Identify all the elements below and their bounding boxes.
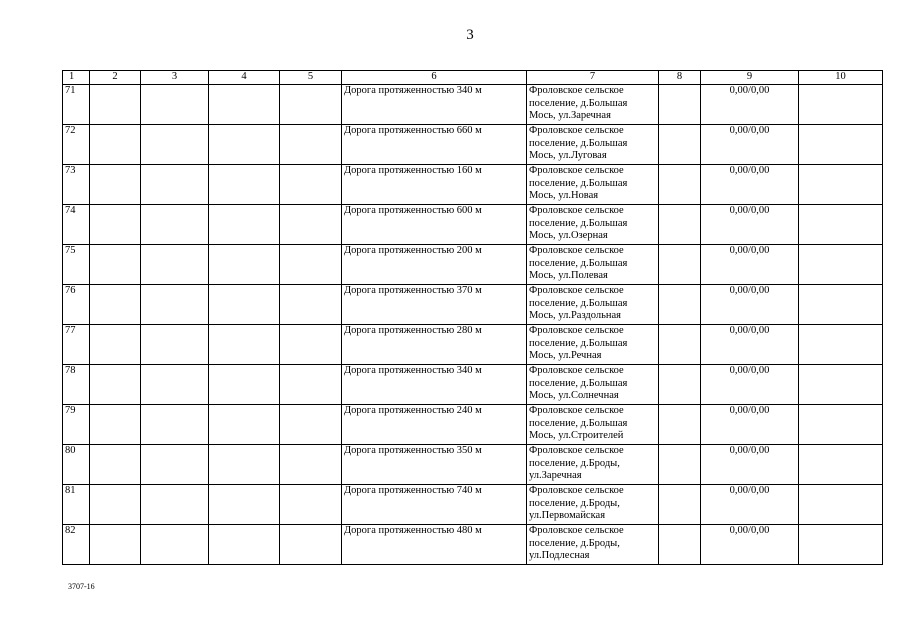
address-line: Фроловское сельское [529, 125, 624, 136]
col-3-cell [141, 365, 209, 405]
address-line: Мось, ул.Озерная [529, 230, 608, 241]
address-line: поселение, д.Большая [529, 257, 628, 269]
table-row [63, 485, 883, 525]
col-8-cell [659, 365, 701, 405]
col-2-cell [90, 85, 141, 125]
value-cell: 0,00/0,00 [701, 285, 799, 325]
table-row [63, 285, 883, 325]
address-cell [527, 405, 659, 445]
address-line: Фроловское сельское [529, 445, 624, 456]
col-5-cell [280, 245, 342, 285]
table-row [63, 85, 883, 125]
row-number-cell: 79 [63, 405, 90, 445]
address-line: ул.Подлесная [529, 550, 590, 561]
value-cell: 0,00/0,00 [701, 165, 799, 205]
col-2-cell [90, 405, 141, 445]
object-name-cell: Дорога протяженностью 350 м [342, 445, 527, 485]
col-4-cell [209, 445, 280, 485]
col-5-cell [280, 325, 342, 365]
column-header-2: 2 [90, 71, 141, 85]
col-5-cell [280, 405, 342, 445]
address-line: Фроловское сельское [529, 85, 624, 96]
document-code: 3707-16 [68, 582, 95, 591]
col-8-cell [659, 485, 701, 525]
table-row [63, 325, 883, 365]
value-cell: 0,00/0,00 [701, 365, 799, 405]
address-line: поселение, д.Большая [529, 297, 628, 309]
col-2-cell [90, 285, 141, 325]
table-row [63, 165, 883, 205]
address-line: ул.Заречная [529, 470, 582, 481]
col-3-cell [141, 85, 209, 125]
page-number: 3 [466, 27, 474, 43]
col-4-cell [209, 325, 280, 365]
address-cell [527, 165, 659, 205]
row-number-cell: 77 [63, 325, 90, 365]
col-8-cell [659, 525, 701, 565]
address-line: Мось, ул.Речная [529, 350, 602, 361]
address-line: поселение, д.Броды, [529, 537, 620, 549]
address-line: Фроловское сельское [529, 165, 624, 176]
value-cell: 0,00/0,00 [701, 325, 799, 365]
col-2-cell [90, 205, 141, 245]
table-row [63, 245, 883, 285]
col-4-cell [209, 85, 280, 125]
col-5-cell [280, 525, 342, 565]
object-name-cell: Дорога протяженностью 480 м [342, 525, 527, 565]
col-10-cell [799, 285, 883, 325]
column-header-8: 8 [659, 71, 701, 85]
address-line: Фроловское сельское [529, 205, 624, 216]
address-cell [527, 285, 659, 325]
col-3-cell [141, 445, 209, 485]
col-8-cell [659, 85, 701, 125]
col-2-cell [90, 525, 141, 565]
col-4-cell [209, 125, 280, 165]
col-3-cell [141, 205, 209, 245]
address-line: поселение, д.Большая [529, 337, 628, 349]
value-cell: 0,00/0,00 [701, 405, 799, 445]
address-line: поселение, д.Большая [529, 217, 628, 229]
col-10-cell [799, 525, 883, 565]
column-header-9: 9 [701, 71, 799, 85]
object-name-cell: Дорога протяженностью 280 м [342, 325, 527, 365]
column-header-1: 1 [63, 71, 90, 85]
address-cell [527, 365, 659, 405]
col-10-cell [799, 445, 883, 485]
object-name-cell: Дорога протяженностью 340 м [342, 85, 527, 125]
col-4-cell [209, 205, 280, 245]
column-header-7: 7 [527, 71, 659, 85]
row-number-cell: 71 [63, 85, 90, 125]
col-2-cell [90, 445, 141, 485]
column-header-5: 5 [280, 71, 342, 85]
value-cell: 0,00/0,00 [701, 205, 799, 245]
col-3-cell [141, 485, 209, 525]
address-line: Фроловское сельское [529, 325, 624, 336]
col-10-cell [799, 405, 883, 445]
col-3-cell [141, 285, 209, 325]
object-name-cell: Дорога протяженностью 340 м [342, 365, 527, 405]
address-line: поселение, д.Большая [529, 97, 628, 109]
address-line: поселение, д.Броды, [529, 497, 620, 509]
address-cell [527, 85, 659, 125]
col-8-cell [659, 245, 701, 285]
col-8-cell [659, 125, 701, 165]
address-line: Мось, ул.Полевая [529, 270, 608, 281]
col-5-cell [280, 485, 342, 525]
col-5-cell [280, 285, 342, 325]
col-4-cell [209, 485, 280, 525]
address-cell [527, 445, 659, 485]
address-line: поселение, д.Броды, [529, 457, 620, 469]
column-header-10: 10 [799, 71, 883, 85]
col-10-cell [799, 245, 883, 285]
col-4-cell [209, 165, 280, 205]
value-cell: 0,00/0,00 [701, 85, 799, 125]
table-row [63, 445, 883, 485]
col-8-cell [659, 165, 701, 205]
address-cell [527, 245, 659, 285]
value-cell: 0,00/0,00 [701, 485, 799, 525]
address-line: поселение, д.Большая [529, 417, 628, 429]
address-line: Мось, ул.Строителей [529, 430, 624, 441]
col-5-cell [280, 85, 342, 125]
address-line: Фроловское сельское [529, 525, 624, 536]
row-number-cell: 72 [63, 125, 90, 165]
col-4-cell [209, 245, 280, 285]
col-3-cell [141, 325, 209, 365]
address-line: Фроловское сельское [529, 365, 624, 376]
row-number-cell: 82 [63, 525, 90, 565]
header-row [63, 71, 883, 85]
address-line: поселение, д.Большая [529, 177, 628, 189]
col-5-cell [280, 205, 342, 245]
col-2-cell [90, 485, 141, 525]
col-2-cell [90, 365, 141, 405]
object-name-cell: Дорога протяженностью 370 м [342, 285, 527, 325]
col-8-cell [659, 205, 701, 245]
address-cell [527, 125, 659, 165]
row-number-cell: 81 [63, 485, 90, 525]
object-name-cell: Дорога протяженностью 200 м [342, 245, 527, 285]
registry-table [62, 70, 883, 565]
col-5-cell [280, 125, 342, 165]
table-row [63, 205, 883, 245]
address-line: Мось, ул.Раздольная [529, 310, 621, 321]
col-4-cell [209, 405, 280, 445]
row-number-cell: 74 [63, 205, 90, 245]
address-cell [527, 325, 659, 365]
col-5-cell [280, 365, 342, 405]
address-line: поселение, д.Большая [529, 377, 628, 389]
col-4-cell [209, 365, 280, 405]
table-row [63, 525, 883, 565]
row-number-cell: 75 [63, 245, 90, 285]
object-name-cell: Дорога протяженностью 600 м [342, 205, 527, 245]
col-5-cell [280, 445, 342, 485]
object-name-cell: Дорога протяженностью 240 м [342, 405, 527, 445]
col-8-cell [659, 405, 701, 445]
address-cell [527, 525, 659, 565]
address-line: Фроловское сельское [529, 285, 624, 296]
col-5-cell [280, 165, 342, 205]
address-line: Фроловское сельское [529, 245, 624, 256]
col-3-cell [141, 165, 209, 205]
address-line: Мось, ул.Заречная [529, 110, 611, 121]
col-3-cell [141, 405, 209, 445]
address-line: Фроловское сельское [529, 405, 624, 416]
address-line: Мось, ул.Солнечная [529, 390, 619, 401]
object-name-cell: Дорога протяженностью 160 м [342, 165, 527, 205]
col-2-cell [90, 245, 141, 285]
col-10-cell [799, 205, 883, 245]
col-4-cell [209, 525, 280, 565]
col-3-cell [141, 245, 209, 285]
table-row [63, 125, 883, 165]
column-header-4: 4 [209, 71, 280, 85]
col-10-cell [799, 85, 883, 125]
col-2-cell [90, 165, 141, 205]
value-cell: 0,00/0,00 [701, 525, 799, 565]
value-cell: 0,00/0,00 [701, 245, 799, 285]
address-line: поселение, д.Большая [529, 137, 628, 149]
address-line: Мось, ул.Новая [529, 190, 599, 201]
table-row [63, 405, 883, 445]
col-10-cell [799, 165, 883, 205]
address-line: Фроловское сельское [529, 485, 624, 496]
col-10-cell [799, 365, 883, 405]
col-10-cell [799, 325, 883, 365]
col-2-cell [90, 325, 141, 365]
col-4-cell [209, 285, 280, 325]
row-number-cell: 73 [63, 165, 90, 205]
value-cell: 0,00/0,00 [701, 445, 799, 485]
address-cell [527, 205, 659, 245]
col-3-cell [141, 125, 209, 165]
row-number-cell: 78 [63, 365, 90, 405]
col-2-cell [90, 125, 141, 165]
col-8-cell [659, 325, 701, 365]
address-cell [527, 485, 659, 525]
col-8-cell [659, 285, 701, 325]
value-cell: 0,00/0,00 [701, 125, 799, 165]
row-number-cell: 76 [63, 285, 90, 325]
col-10-cell [799, 125, 883, 165]
column-header-6: 6 [342, 71, 527, 85]
address-line: Мось, ул.Луговая [529, 150, 607, 161]
object-name-cell: Дорога протяженностью 660 м [342, 125, 527, 165]
col-10-cell [799, 485, 883, 525]
address-line: ул.Первомайская [529, 510, 606, 521]
col-3-cell [141, 525, 209, 565]
column-header-3: 3 [141, 71, 209, 85]
col-8-cell [659, 445, 701, 485]
table-row [63, 365, 883, 405]
object-name-cell: Дорога протяженностью 740 м [342, 485, 527, 525]
row-number-cell: 80 [63, 445, 90, 485]
